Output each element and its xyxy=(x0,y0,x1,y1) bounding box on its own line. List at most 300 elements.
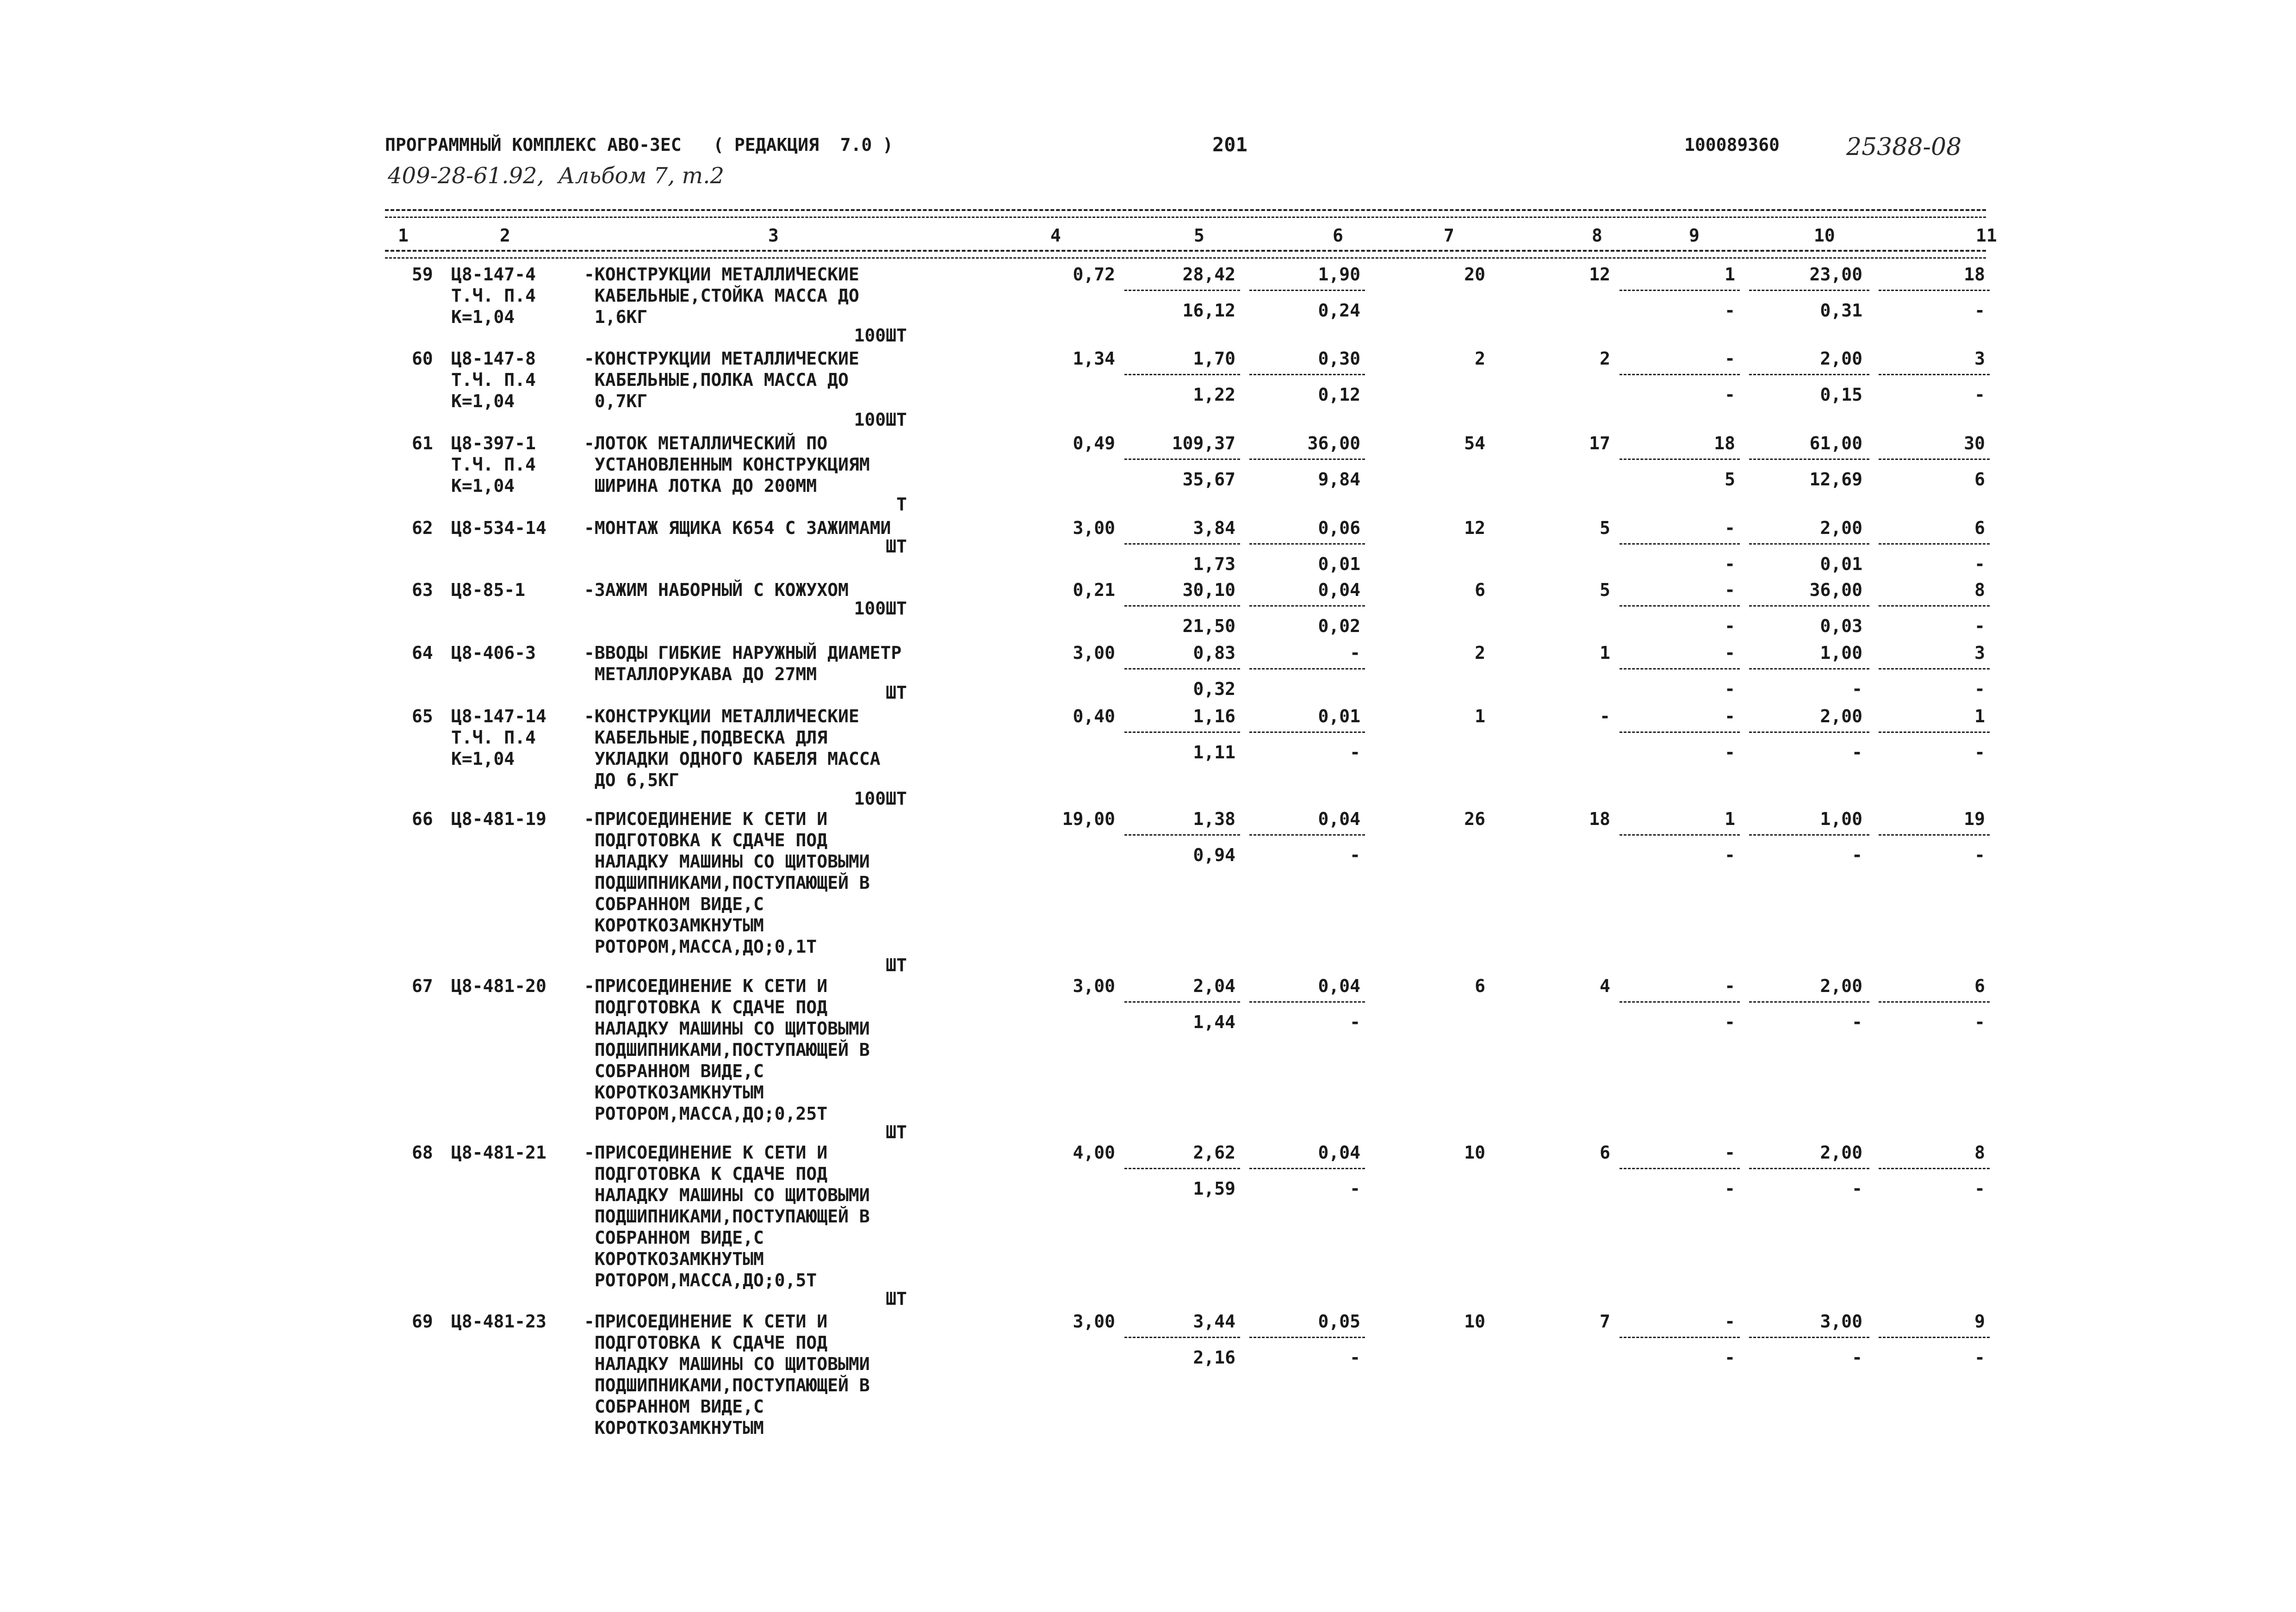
value-separator xyxy=(1749,668,1869,670)
value-separator xyxy=(1249,459,1365,460)
cell-c6b: 0,24 xyxy=(1318,300,1360,321)
column-number-2: 2 xyxy=(500,225,510,246)
row-description: РОТОРОМ,МАССА,ДО;0,5Т xyxy=(584,1270,817,1290)
row-description: -ПРИСОЕДИНЕНИЕ К СЕТИ И xyxy=(584,1142,828,1163)
value-separator xyxy=(1749,290,1869,291)
row-code: Ц8-147-8 xyxy=(451,348,536,369)
row-description: РОТОРОМ,МАССА,ДО;0,1Т xyxy=(584,936,817,957)
cell-c8: 7 xyxy=(1600,1311,1610,1332)
value-separator xyxy=(1749,1168,1869,1169)
cell-c8: 6 xyxy=(1600,1142,1610,1163)
value-separator xyxy=(1620,1001,1740,1003)
row-description: -ВВОДЫ ГИБКИЕ НАРУЖНЫЙ ДИАМЕТР xyxy=(584,643,902,663)
row-number: 62 xyxy=(412,518,433,538)
cell-c10b: 0,01 xyxy=(1820,554,1862,574)
column-number-3: 3 xyxy=(768,225,779,246)
cell-c9b: 5 xyxy=(1725,469,1735,490)
value-separator xyxy=(1124,374,1240,375)
value-separator xyxy=(1124,459,1240,460)
value-separator xyxy=(1749,732,1869,733)
cell-c5b: 0,94 xyxy=(1193,845,1235,865)
cell-c5b: 2,16 xyxy=(1193,1347,1235,1368)
cell-c9b: - xyxy=(1725,384,1735,405)
value-separator xyxy=(1620,543,1740,545)
cell-c6b: - xyxy=(1350,1178,1360,1199)
cell-c9: - xyxy=(1725,518,1735,538)
cell-c8: 5 xyxy=(1600,580,1610,600)
cell-c9: - xyxy=(1725,1311,1735,1332)
cell-c6b: 0,12 xyxy=(1318,384,1360,405)
header-bottom-rule-2 xyxy=(385,257,1986,259)
cell-c8: 4 xyxy=(1600,976,1610,996)
cell-c10: 2,00 xyxy=(1820,518,1862,538)
row-description: НАЛАДКУ МАШИНЫ СО ЩИТОВЫМИ xyxy=(584,851,870,872)
cell-c10: 23,00 xyxy=(1809,264,1862,285)
value-separator xyxy=(1749,605,1869,607)
cell-c5b: 21,50 xyxy=(1182,616,1235,636)
cell-c9b: - xyxy=(1725,1012,1735,1032)
value-separator xyxy=(1879,290,1990,291)
cell-c6: 0,05 xyxy=(1318,1311,1360,1332)
value-separator xyxy=(1879,1168,1990,1169)
value-separator xyxy=(1249,290,1365,291)
cell-c9: - xyxy=(1725,976,1735,996)
cell-c4: 19,00 xyxy=(1062,809,1115,829)
column-number-6: 6 xyxy=(1333,225,1343,246)
value-separator xyxy=(1249,732,1365,733)
row-number: 65 xyxy=(412,706,433,726)
cell-c10: 2,00 xyxy=(1820,976,1862,996)
cell-c4: 3,00 xyxy=(1073,1311,1115,1332)
row-description: КАБЕЛЬНЫЕ,СТОЙКА МАССА ДО xyxy=(584,285,859,306)
row-description: ПОДШИПНИКАМИ,ПОСТУПАЮЩЕЙ В xyxy=(584,1040,870,1060)
value-separator xyxy=(1749,374,1869,375)
cell-c8: 12 xyxy=(1589,264,1610,285)
cell-c5b: 1,11 xyxy=(1193,742,1235,763)
row-description: ДО 6,5КГ xyxy=(584,770,679,790)
row-description: -МОНТАЖ ЯЩИКА К654 С ЗАЖИМАМИ xyxy=(584,518,891,538)
row-unit: ШТ xyxy=(886,1289,907,1309)
cell-c8: 2 xyxy=(1600,348,1610,369)
value-separator xyxy=(1879,668,1990,670)
cell-c5b: 0,32 xyxy=(1193,679,1235,699)
cell-c11b: - xyxy=(1974,616,1985,636)
row-description: ПОДШИПНИКАМИ,ПОСТУПАЮЩЕЙ В xyxy=(584,873,870,893)
row-description: РОТОРОМ,МАССА,ДО;0,25Т xyxy=(584,1104,828,1124)
cell-c11: 6 xyxy=(1974,518,1985,538)
value-separator xyxy=(1879,605,1990,607)
cell-c10: 1,00 xyxy=(1820,643,1862,663)
cell-c6: 36,00 xyxy=(1307,433,1360,453)
cell-c5: 1,38 xyxy=(1193,809,1235,829)
row-description: КОРОТКОЗАМКНУТЫМ xyxy=(584,915,764,936)
cell-c9b: - xyxy=(1725,616,1735,636)
cell-c5: 3,44 xyxy=(1193,1311,1235,1332)
cell-c6b: - xyxy=(1350,1012,1360,1032)
value-separator xyxy=(1249,605,1365,607)
row-code-note: Т.Ч. П.4 xyxy=(451,454,536,475)
cell-c4: 0,49 xyxy=(1073,433,1115,453)
cell-c11: 8 xyxy=(1974,580,1985,600)
cell-c11: 3 xyxy=(1974,348,1985,369)
row-code-note: К=1,04 xyxy=(451,391,515,411)
row-description: СОБРАННОМ ВИДЕ,С xyxy=(584,1396,764,1417)
cell-c6b: - xyxy=(1350,742,1360,763)
row-description: ПОДГОТОВКА К СДАЧЕ ПОД xyxy=(584,1164,828,1184)
cell-c6: 0,04 xyxy=(1318,580,1360,600)
cell-c10b: 12,69 xyxy=(1809,469,1862,490)
value-separator xyxy=(1879,1001,1990,1003)
cell-c6: 1,90 xyxy=(1318,264,1360,285)
row-unit: Т xyxy=(896,494,907,515)
row-description: ПОДГОТОВКА К СДАЧЕ ПОД xyxy=(584,830,828,850)
value-separator xyxy=(1124,668,1240,670)
value-separator xyxy=(1879,834,1990,836)
cell-c10: 36,00 xyxy=(1809,580,1862,600)
row-code: Ц8-147-14 xyxy=(451,706,546,726)
cell-c5: 1,70 xyxy=(1193,348,1235,369)
value-separator xyxy=(1249,668,1365,670)
cell-c11b: - xyxy=(1974,1178,1985,1199)
column-number-1: 1 xyxy=(398,225,409,246)
cell-c7: 10 xyxy=(1464,1142,1485,1163)
row-code-note: К=1,04 xyxy=(451,307,515,327)
row-description: СОБРАННОМ ВИДЕ,С xyxy=(584,1061,764,1081)
cell-c9: - xyxy=(1725,1142,1735,1163)
row-description: КАБЕЛЬНЫЕ,ПОДВЕСКА ДЛЯ xyxy=(584,727,828,748)
value-separator xyxy=(1620,1168,1740,1169)
cell-c10b: - xyxy=(1852,679,1862,699)
cell-c6: - xyxy=(1350,643,1360,663)
page-number: 201 xyxy=(1212,133,1247,156)
row-description: -ПРИСОЕДИНЕНИЕ К СЕТИ И xyxy=(584,1311,828,1332)
row-number: 63 xyxy=(412,580,433,600)
cell-c5b: 1,22 xyxy=(1193,384,1235,405)
cell-c9b: - xyxy=(1725,300,1735,321)
cell-c10b: - xyxy=(1852,845,1862,865)
cell-c11b: - xyxy=(1974,384,1985,405)
row-unit: ШТ xyxy=(886,536,907,557)
value-separator xyxy=(1879,374,1990,375)
value-separator xyxy=(1249,1001,1365,1003)
column-number-9: 9 xyxy=(1689,225,1700,246)
value-separator xyxy=(1620,668,1740,670)
column-number-11: 11 xyxy=(1976,225,1997,246)
header-bottom-rule xyxy=(385,250,1986,252)
value-separator xyxy=(1124,543,1240,545)
cell-c9: - xyxy=(1725,580,1735,600)
cell-c6: 0,04 xyxy=(1318,976,1360,996)
cell-c7: 26 xyxy=(1464,809,1485,829)
row-code-note: Т.Ч. П.4 xyxy=(451,370,536,390)
cell-c9: 1 xyxy=(1725,264,1735,285)
row-number: 61 xyxy=(412,433,433,453)
value-separator xyxy=(1749,1001,1869,1003)
cell-c9b: - xyxy=(1725,742,1735,763)
cell-c7: 2 xyxy=(1475,643,1485,663)
cell-c8: 1 xyxy=(1600,643,1610,663)
row-unit: 100ШТ xyxy=(854,409,907,430)
cell-c4: 0,40 xyxy=(1073,706,1115,726)
value-separator xyxy=(1249,1337,1365,1338)
value-separator xyxy=(1620,1337,1740,1338)
header-top-rule xyxy=(385,209,1986,211)
program-title: ПРОГРАММНЫЙ КОМПЛЕКС АВО-ЗЕС ( РЕДАКЦИЯ 7.0 ) xyxy=(385,135,894,155)
row-description: ПОДШИПНИКАМИ,ПОСТУПАЮЩЕЙ В xyxy=(584,1206,870,1227)
cell-c10b: - xyxy=(1852,1012,1862,1032)
cell-c11: 9 xyxy=(1974,1311,1985,1332)
cell-c4: 3,00 xyxy=(1073,518,1115,538)
row-number: 64 xyxy=(412,643,433,663)
cell-c9: - xyxy=(1725,643,1735,663)
row-number: 67 xyxy=(412,976,433,996)
cell-c11: 19 xyxy=(1964,809,1985,829)
cell-c5: 109,37 xyxy=(1172,433,1235,453)
cell-c11: 1 xyxy=(1974,706,1985,726)
row-code-note: К=1,04 xyxy=(451,749,515,769)
cell-c7: 12 xyxy=(1464,518,1485,538)
row-description: УСТАНОВЛЕННЫМ КОНСТРУКЦИЯМ xyxy=(584,454,870,475)
value-separator xyxy=(1879,732,1990,733)
cell-c10: 2,00 xyxy=(1820,348,1862,369)
row-code: Ц8-481-20 xyxy=(451,976,546,996)
cell-c11b: - xyxy=(1974,1012,1985,1032)
row-description: НАЛАДКУ МАШИНЫ СО ЩИТОВЫМИ xyxy=(584,1185,870,1205)
cell-c7: 1 xyxy=(1475,706,1485,726)
cell-c6b: 0,01 xyxy=(1318,554,1360,574)
cell-c9: - xyxy=(1725,348,1735,369)
row-description: -ЗАЖИМ НАБОРНЫЙ С КОЖУХОМ xyxy=(584,580,849,600)
cell-c4: 3,00 xyxy=(1073,976,1115,996)
cell-c8: 18 xyxy=(1589,809,1610,829)
value-separator xyxy=(1249,834,1365,836)
cell-c6: 0,06 xyxy=(1318,518,1360,538)
row-unit: ШТ xyxy=(886,1122,907,1142)
cell-c11b: - xyxy=(1974,554,1985,574)
cell-c10b: - xyxy=(1852,1178,1862,1199)
cell-c8: 5 xyxy=(1600,518,1610,538)
cell-c5: 28,42 xyxy=(1182,264,1235,285)
cell-c10b: - xyxy=(1852,1347,1862,1368)
cell-c5b: 1,59 xyxy=(1193,1178,1235,1199)
handwritten-number: 25388-08 xyxy=(1846,133,1962,161)
cell-c11: 8 xyxy=(1974,1142,1985,1163)
cell-c11b: - xyxy=(1974,742,1985,763)
cell-c10: 2,00 xyxy=(1820,706,1862,726)
cell-c9b: - xyxy=(1725,1178,1735,1199)
row-description: ПОДШИПНИКАМИ,ПОСТУПАЮЩЕЙ В xyxy=(584,1375,870,1395)
row-code: Ц8-147-4 xyxy=(451,264,536,285)
column-number-4: 4 xyxy=(1050,225,1061,246)
cell-c11b: - xyxy=(1974,300,1985,321)
value-separator xyxy=(1620,290,1740,291)
header-top-rule-2 xyxy=(385,217,1986,218)
value-separator xyxy=(1749,543,1869,545)
cell-c11: 3 xyxy=(1974,643,1985,663)
row-number: 69 xyxy=(412,1311,433,1332)
cell-c7: 20 xyxy=(1464,264,1485,285)
cell-c10b: - xyxy=(1852,742,1862,763)
value-separator xyxy=(1620,605,1740,607)
cell-c4: 3,00 xyxy=(1073,643,1115,663)
cell-c9b: - xyxy=(1725,845,1735,865)
cell-c7: 10 xyxy=(1464,1311,1485,1332)
row-description: СОБРАННОМ ВИДЕ,С xyxy=(584,1228,764,1248)
row-number: 66 xyxy=(412,809,433,829)
cell-c11b: - xyxy=(1974,679,1985,699)
cell-c8: 17 xyxy=(1589,433,1610,453)
cell-c5: 1,16 xyxy=(1193,706,1235,726)
cell-c5b: 1,73 xyxy=(1193,554,1235,574)
row-code: Ц8-481-21 xyxy=(451,1142,546,1163)
row-description: КОРОТКОЗАМКНУТЫМ xyxy=(584,1082,764,1103)
value-separator xyxy=(1620,374,1740,375)
cell-c4: 0,72 xyxy=(1073,264,1115,285)
handwritten-album: 409-28-61.92, Альбом 7, т.2 xyxy=(388,163,724,189)
row-description: ПОДГОТОВКА К СДАЧЕ ПОД xyxy=(584,1333,828,1353)
row-unit: 100ШТ xyxy=(854,325,907,346)
cell-c5b: 35,67 xyxy=(1182,469,1235,490)
row-description: КАБЕЛЬНЫЕ,ПОЛКА МАССА ДО xyxy=(584,370,849,390)
cell-c5: 0,83 xyxy=(1193,643,1235,663)
cell-c7: 6 xyxy=(1475,976,1485,996)
cell-c4: 4,00 xyxy=(1073,1142,1115,1163)
row-description: НАЛАДКУ МАШИНЫ СО ЩИТОВЫМИ xyxy=(584,1018,870,1039)
row-description: -КОНСТРУКЦИИ МЕТАЛЛИЧЕСКИЕ xyxy=(584,348,859,369)
cell-c5: 2,62 xyxy=(1193,1142,1235,1163)
row-unit: ШТ xyxy=(886,955,907,975)
cell-c6b: 0,02 xyxy=(1318,616,1360,636)
value-separator xyxy=(1879,543,1990,545)
row-unit: 100ШТ xyxy=(854,598,907,619)
cell-c10b: 0,03 xyxy=(1820,616,1862,636)
cell-c11: 30 xyxy=(1964,433,1985,453)
cell-c9: 1 xyxy=(1725,809,1735,829)
row-description: -ПРИСОЕДИНЕНИЕ К СЕТИ И xyxy=(584,809,828,829)
value-separator xyxy=(1124,290,1240,291)
row-unit: 100ШТ xyxy=(854,788,907,809)
value-separator xyxy=(1124,1168,1240,1169)
row-description: -КОНСТРУКЦИИ МЕТАЛЛИЧЕСКИЕ xyxy=(584,264,859,285)
cell-c9: 18 xyxy=(1714,433,1735,453)
cell-c5: 3,84 xyxy=(1193,518,1235,538)
cell-c4: 1,34 xyxy=(1073,348,1115,369)
row-code: Ц8-397-1 xyxy=(451,433,536,453)
cell-c10b: 0,15 xyxy=(1820,384,1862,405)
row-number: 59 xyxy=(412,264,433,285)
cell-c9b: - xyxy=(1725,679,1735,699)
row-code-note: Т.Ч. П.4 xyxy=(451,285,536,306)
cell-c10: 3,00 xyxy=(1820,1311,1862,1332)
cell-c9b: - xyxy=(1725,1347,1735,1368)
row-code-note: Т.Ч. П.4 xyxy=(451,727,536,748)
value-separator xyxy=(1749,1337,1869,1338)
row-description: СОБРАННОМ ВИДЕ,С xyxy=(584,894,764,914)
cell-c6b: 9,84 xyxy=(1318,469,1360,490)
row-description: ПОДГОТОВКА К СДАЧЕ ПОД xyxy=(584,997,828,1017)
cell-c11: 6 xyxy=(1974,976,1985,996)
row-description: -ПРИСОЕДИНЕНИЕ К СЕТИ И xyxy=(584,976,828,996)
row-description: КОРОТКОЗАМКНУТЫМ xyxy=(584,1249,764,1269)
row-description: 1,6КГ xyxy=(584,307,648,327)
row-unit: ШТ xyxy=(886,682,907,703)
row-description: 0,7КГ xyxy=(584,391,648,411)
value-separator xyxy=(1124,605,1240,607)
row-code-note: К=1,04 xyxy=(451,476,515,496)
cell-c10: 61,00 xyxy=(1809,433,1862,453)
value-separator xyxy=(1879,1337,1990,1338)
value-separator xyxy=(1124,1337,1240,1338)
value-separator xyxy=(1620,732,1740,733)
cell-c10: 2,00 xyxy=(1820,1142,1862,1163)
value-separator xyxy=(1620,459,1740,460)
row-code: Ц8-85-1 xyxy=(451,580,526,600)
cell-c4: 0,21 xyxy=(1073,580,1115,600)
value-separator xyxy=(1124,1001,1240,1003)
cell-c5b: 16,12 xyxy=(1182,300,1235,321)
column-number-8: 8 xyxy=(1592,225,1602,246)
cell-c6: 0,30 xyxy=(1318,348,1360,369)
row-description: -КОНСТРУКЦИИ МЕТАЛЛИЧЕСКИЕ xyxy=(584,706,859,726)
cell-c9: - xyxy=(1725,706,1735,726)
cell-c6: 0,04 xyxy=(1318,809,1360,829)
value-separator xyxy=(1124,732,1240,733)
cell-c6: 0,04 xyxy=(1318,1142,1360,1163)
value-separator xyxy=(1249,543,1365,545)
row-number: 60 xyxy=(412,348,433,369)
column-number-10: 10 xyxy=(1814,225,1835,246)
row-code: Ц8-481-19 xyxy=(451,809,546,829)
row-description: КОРОТКОЗАМКНУТЫМ xyxy=(584,1418,764,1438)
value-separator xyxy=(1249,1168,1365,1169)
value-separator xyxy=(1879,459,1990,460)
value-separator xyxy=(1749,459,1869,460)
row-number: 68 xyxy=(412,1142,433,1163)
value-separator xyxy=(1749,834,1869,836)
cell-c11b: - xyxy=(1974,1347,1985,1368)
row-code: Ц8-406-3 xyxy=(451,643,536,663)
value-separator xyxy=(1620,834,1740,836)
row-description: НАЛАДКУ МАШИНЫ СО ЩИТОВЫМИ xyxy=(584,1354,870,1374)
row-description: -ЛОТОК МЕТАЛЛИЧЕСКИЙ ПО xyxy=(584,433,828,453)
cell-c11b: 6 xyxy=(1974,469,1985,490)
value-separator xyxy=(1124,834,1240,836)
cell-c8: - xyxy=(1600,706,1610,726)
cell-c6b: - xyxy=(1350,1347,1360,1368)
cell-c5: 30,10 xyxy=(1182,580,1235,600)
row-description: УКЛАДКИ ОДНОГО КАБЕЛЯ МАССА xyxy=(584,749,881,769)
doc-code: 100089360 xyxy=(1684,135,1780,155)
row-code: Ц8-481-23 xyxy=(451,1311,546,1332)
cell-c7: 6 xyxy=(1475,580,1485,600)
cell-c9b: - xyxy=(1725,554,1735,574)
cell-c6: 0,01 xyxy=(1318,706,1360,726)
cell-c11b: - xyxy=(1974,845,1985,865)
cell-c6b: - xyxy=(1350,845,1360,865)
cell-c7: 54 xyxy=(1464,433,1485,453)
row-description: МЕТАЛЛОРУКАВА ДО 27ММ xyxy=(584,664,817,684)
cell-c7: 2 xyxy=(1475,348,1485,369)
cell-c10b: 0,31 xyxy=(1820,300,1862,321)
row-code: Ц8-534-14 xyxy=(451,518,546,538)
value-separator xyxy=(1249,374,1365,375)
column-number-7: 7 xyxy=(1444,225,1454,246)
column-number-5: 5 xyxy=(1194,225,1204,246)
row-description: ШИРИНА ЛОТКА ДО 200ММ xyxy=(584,476,817,496)
cell-c10: 1,00 xyxy=(1820,809,1862,829)
cell-c5: 2,04 xyxy=(1193,976,1235,996)
cell-c5b: 1,44 xyxy=(1193,1012,1235,1032)
